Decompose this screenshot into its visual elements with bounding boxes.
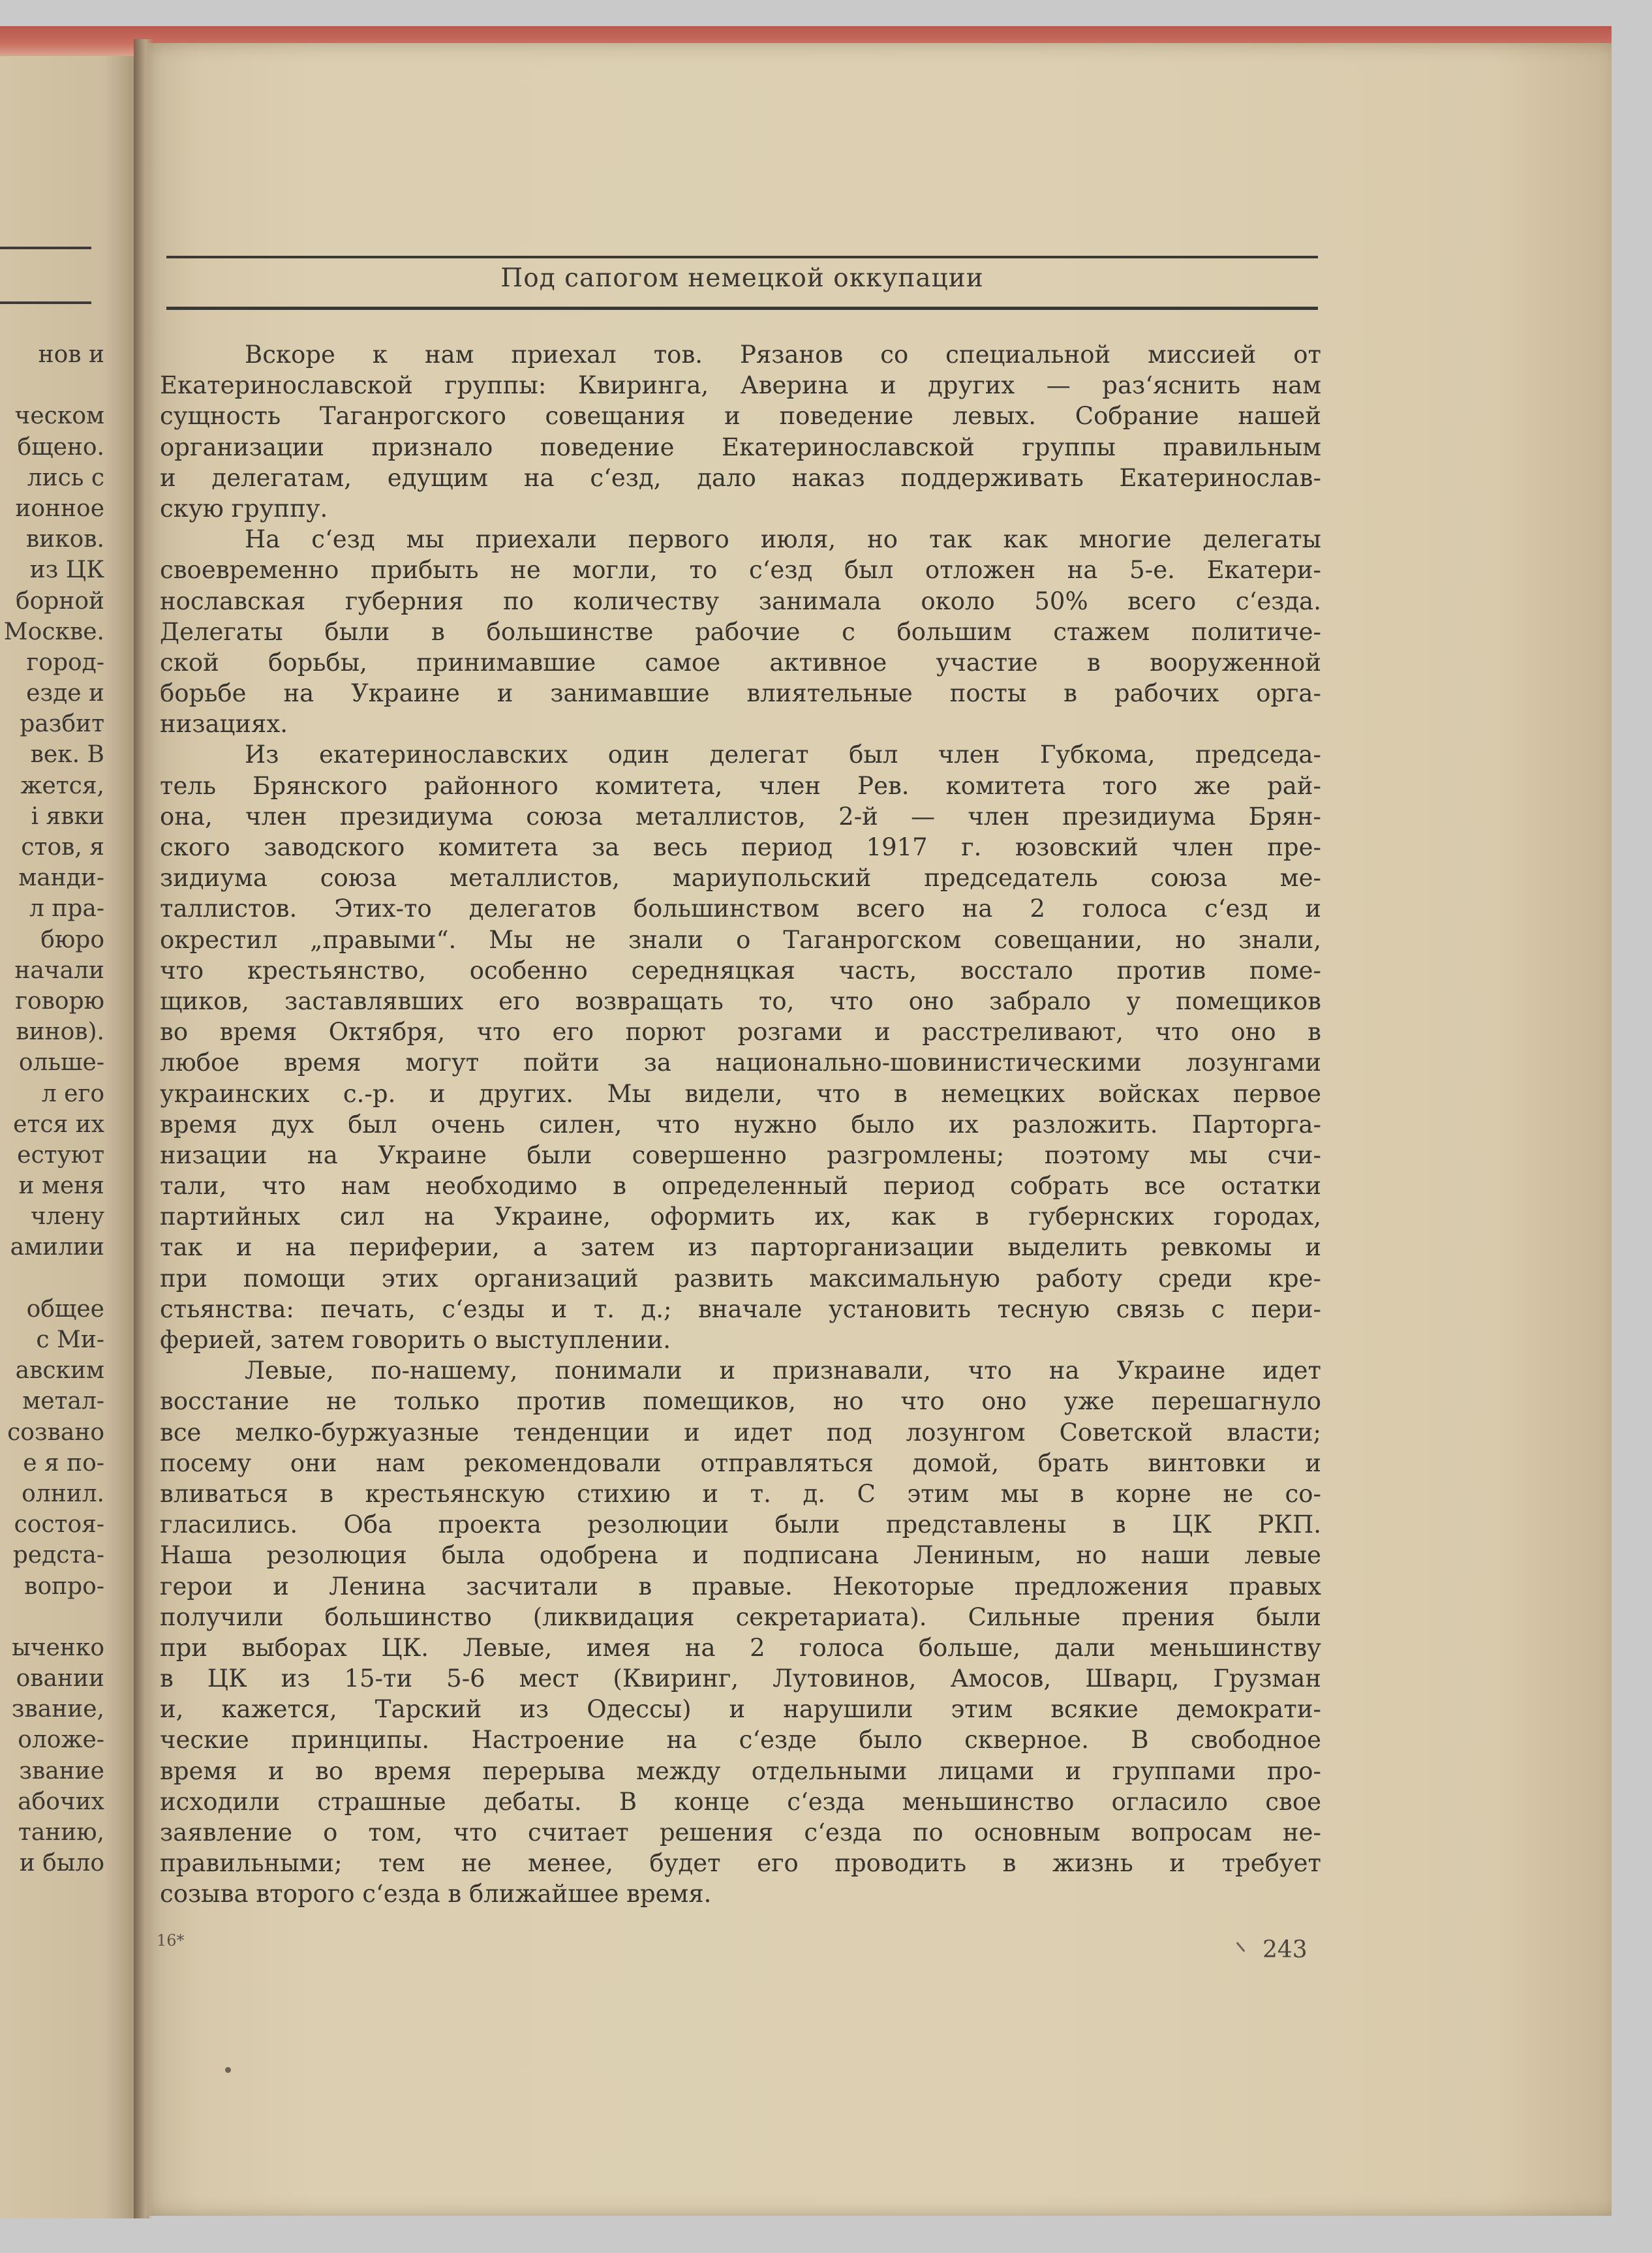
left-page-fragment: виков. <box>25 526 104 553</box>
text-line: посему они нам рекомендовали отправляться домой, брать винтовки и <box>160 1448 1321 1477</box>
left-page-fragment: ольше- <box>18 1049 104 1077</box>
text-line: заявление о том, что считает решения с‘езда по основным вопросам не- <box>160 1818 1321 1847</box>
left-page-fragment: Москве. <box>3 618 104 645</box>
text-line: таллистов. Этих-то делегатов большинством всего на 2 голоса с‘езд и <box>160 895 1321 923</box>
left-page-fragment: борной <box>15 587 104 615</box>
text-line: и, кажется, Тарский из Одессы) и нарушили этим всякие демократи- <box>160 1695 1321 1724</box>
left-page-fragment: авским <box>15 1357 104 1385</box>
left-page-head-rule-bottom <box>0 301 91 304</box>
text-line: что крестьянство, особенно середняцкая часть, восстало против поме- <box>160 956 1321 985</box>
text-line: Екатеринославской группы: Квиринга, Аверина и других — раз‘яснить нам <box>160 371 1321 400</box>
text-line: исходили страшные дебаты. В конце с‘езда меньшинство огласило свое <box>160 1787 1321 1816</box>
left-page-fragment: с Ми- <box>36 1326 104 1353</box>
text-line: гласились. Оба проекта резолюции были представлены в ЦК РКП. <box>160 1510 1321 1539</box>
text-line: щиков, заставлявших его возвращать то, что оно забрало у помещиков <box>160 987 1321 1015</box>
running-head-rule-top <box>166 256 1318 258</box>
text-line: во время Октября, что его порют розгами и расстреливают, что оно в <box>160 1018 1321 1047</box>
text-line: все мелко-буржуазные тенденции и идет под лозунгом Советской власти; <box>160 1418 1321 1447</box>
text-line: правильными; тем не менее, будет его проводить в жизнь и требует <box>160 1849 1321 1878</box>
left-page-fragment: жется, <box>20 772 104 799</box>
left-page-fragment: олнил. <box>22 1480 104 1507</box>
text-line: тали, что нам необходимо в определенный период собрать все остатки <box>160 1172 1321 1201</box>
left-page-fragment: танию, <box>18 1819 104 1846</box>
book-gutter <box>134 39 153 2218</box>
left-page-fragment: метал- <box>22 1388 104 1415</box>
left-page-head-rule-top <box>0 247 91 249</box>
text-line: герои и Ленина засчитали в правые. Некоторые предложения правых <box>160 1572 1321 1601</box>
text-line: низации на Украине были совершенно разгромлены; поэтому мы счи- <box>160 1141 1321 1169</box>
left-page-fragment: члену <box>30 1203 104 1231</box>
left-page-fragment <box>0 370 104 401</box>
left-page-fragment: овании <box>16 1665 104 1693</box>
text-line: Левые, по-нашему, понимали и признавали, что на Украине идет <box>245 1356 1321 1385</box>
left-page-fragment: ется их <box>13 1111 104 1138</box>
text-line: Наша резолюция была одобрена и подписана Лениным, но наши левые <box>160 1541 1321 1570</box>
left-page-fragment: состоя- <box>14 1511 104 1539</box>
left-page-text-fragments <box>0 339 104 1878</box>
left-page-fragment <box>0 1263 104 1294</box>
left-page-fragment: бюро <box>40 926 104 953</box>
left-page-fragment: ионное <box>15 495 104 522</box>
running-head: Под сапогом немецкой оккупации <box>500 264 984 293</box>
text-line: тель Брянского районного комитета, член Рев. комитета того же рай- <box>160 771 1321 800</box>
text-line: сущность Таганрогского совещания и поведение левых. Собрание нашей <box>160 402 1321 431</box>
text-line: в ЦК из 15-ти 5-6 мест (Квиринг, Лутовинов, Амосов, Шварц, Грузман <box>160 1664 1321 1693</box>
paper-speck <box>225 2067 231 2073</box>
text-line: время и во время перерыва между отдельными лицами и группами про- <box>160 1756 1321 1785</box>
left-page-fragment: созвано <box>7 1418 104 1446</box>
text-line: при выборах ЦК. Левые, имея на 2 голоса больше, дали меньшинству <box>160 1633 1321 1662</box>
running-head-rule-bottom <box>166 307 1318 310</box>
text-line: созыва второго с‘езда в ближайшее время. <box>160 1880 712 1908</box>
text-line: скую группу. <box>160 494 328 523</box>
left-page-fragment: амилии <box>10 1234 104 1261</box>
text-line: вливаться в крестьянскую стихию и т. д. С этим мы в корне не со- <box>160 1479 1321 1508</box>
left-page-fragment: общее <box>26 1295 104 1323</box>
text-line: при помощи этих организаций развить максимальную работу среди кре- <box>160 1264 1321 1293</box>
left-page-fragment <box>0 1602 104 1632</box>
text-line: организации признало поведение Екатеринославской группы правильным <box>160 433 1321 461</box>
text-line: окрестил „правыми“. Мы не знали о Таганрогском совещании, но знали, <box>160 925 1321 954</box>
left-page-fragment: век. В <box>30 741 104 769</box>
left-page-fragment: ыченко <box>12 1634 104 1661</box>
left-page-fragment: бщено. <box>17 433 104 461</box>
left-page-fragment: стов, я <box>21 834 104 861</box>
text-line: Делегаты были в большинстве рабочие с большим стажем политиче- <box>160 617 1321 646</box>
text-line: нославская губерния по количеству занимала около 50% всего с‘езда. <box>160 587 1321 615</box>
text-line: борьбе на Украине и занимавшие влиятельные посты в рабочих орга- <box>160 679 1321 708</box>
text-line: стьянства: печать, с‘езды и т. д.; вначале установить тесную связь с пери- <box>160 1295 1321 1323</box>
text-line: низациях. <box>160 710 288 739</box>
left-page-fragment: манди- <box>18 865 104 892</box>
page-number: 243 <box>1262 1937 1308 1963</box>
left-page-fragment: естуют <box>17 1141 104 1169</box>
text-line: украинских с.-р. и других. Мы видели, что в немецких войсках первое <box>160 1079 1321 1108</box>
left-page-fragment: и было <box>19 1850 104 1877</box>
left-page-fragment: л его <box>41 1080 104 1107</box>
left-page-fragment: абочих <box>18 1788 104 1815</box>
text-line: так и на периферии, а затем из парторганизации выделить ревкомы и <box>160 1233 1321 1262</box>
text-line: Из екатеринославских один делегат был член Губкома, председа- <box>245 741 1321 769</box>
text-line: На с‘езд мы приехали первого июля, но так как многие делегаты <box>245 525 1321 554</box>
left-page-fragment: езде и <box>26 680 104 707</box>
text-line: зидиума союза металлистов, мариупольский председатель союза ме- <box>160 864 1321 893</box>
left-page-fragment: нов и <box>38 341 104 368</box>
text-line: Вскоре к нам приехал тов. Рязанов со специальной миссией от <box>245 341 1321 369</box>
left-page-fragment: из ЦК <box>29 557 104 584</box>
left-page-fragment: лись с <box>27 464 104 491</box>
left-page-fragment: винов). <box>16 1019 104 1046</box>
text-line: ческие принципы. Настроение на с‘езде было скверное. В свободное <box>160 1726 1321 1755</box>
text-line: любое время могут пойти за национально-шовинистическими лозунгами <box>160 1049 1321 1077</box>
left-page-fragment: л пра- <box>29 895 104 923</box>
text-line: ской борьбы, принимавшие самое активное участие в вооруженной <box>160 648 1321 677</box>
text-line: ского заводского комитета за весь период 1917 г. юзовский член пре- <box>160 833 1321 861</box>
left-page-fragment: е я по- <box>23 1449 104 1477</box>
left-page-fragment: и меня <box>18 1172 104 1200</box>
left-page-fragment: город- <box>26 649 104 676</box>
signature-mark: 16* <box>157 1931 185 1950</box>
text-line: получили большинство (ликвидация секретариата). Сильные прения были <box>160 1602 1321 1631</box>
page-body-text <box>160 339 1321 1910</box>
left-page-fragment: начали <box>14 957 104 984</box>
text-line: партийных сил на Украине, оформить их, как в губернских городах, <box>160 1203 1321 1231</box>
left-page-fragment: редста- <box>12 1542 104 1569</box>
left-page-fragment: звание <box>19 1757 104 1785</box>
left-page-fragment: разбит <box>20 711 104 738</box>
left-page-fragment: оложе- <box>18 1726 104 1754</box>
text-line: и делегатам, едущим на с‘езд, дало наказ поддерживать Екатеринослав- <box>160 463 1321 492</box>
text-line: восстание не только против помещиков, но что оно уже перешагнуло <box>160 1387 1321 1416</box>
text-line: она, член президиума союза металлистов, 2-й — член президиума Брян- <box>160 802 1321 831</box>
left-page-fragment: вопро- <box>24 1572 104 1600</box>
left-page-fragment: звание, <box>11 1696 104 1723</box>
text-line: ферией, затем говорить о выступлении. <box>160 1326 671 1354</box>
left-page-fragment: і явки <box>31 803 104 830</box>
text-line: своевременно прибыть не могли, то с‘езд был отложен на 5-е. Екатери- <box>160 556 1321 585</box>
left-page-fragment: говорю <box>15 987 104 1015</box>
text-line: время дух был очень силен, что нужно было их разложить. Парторга- <box>160 1110 1321 1139</box>
left-page-fragment: ческом <box>14 403 104 430</box>
